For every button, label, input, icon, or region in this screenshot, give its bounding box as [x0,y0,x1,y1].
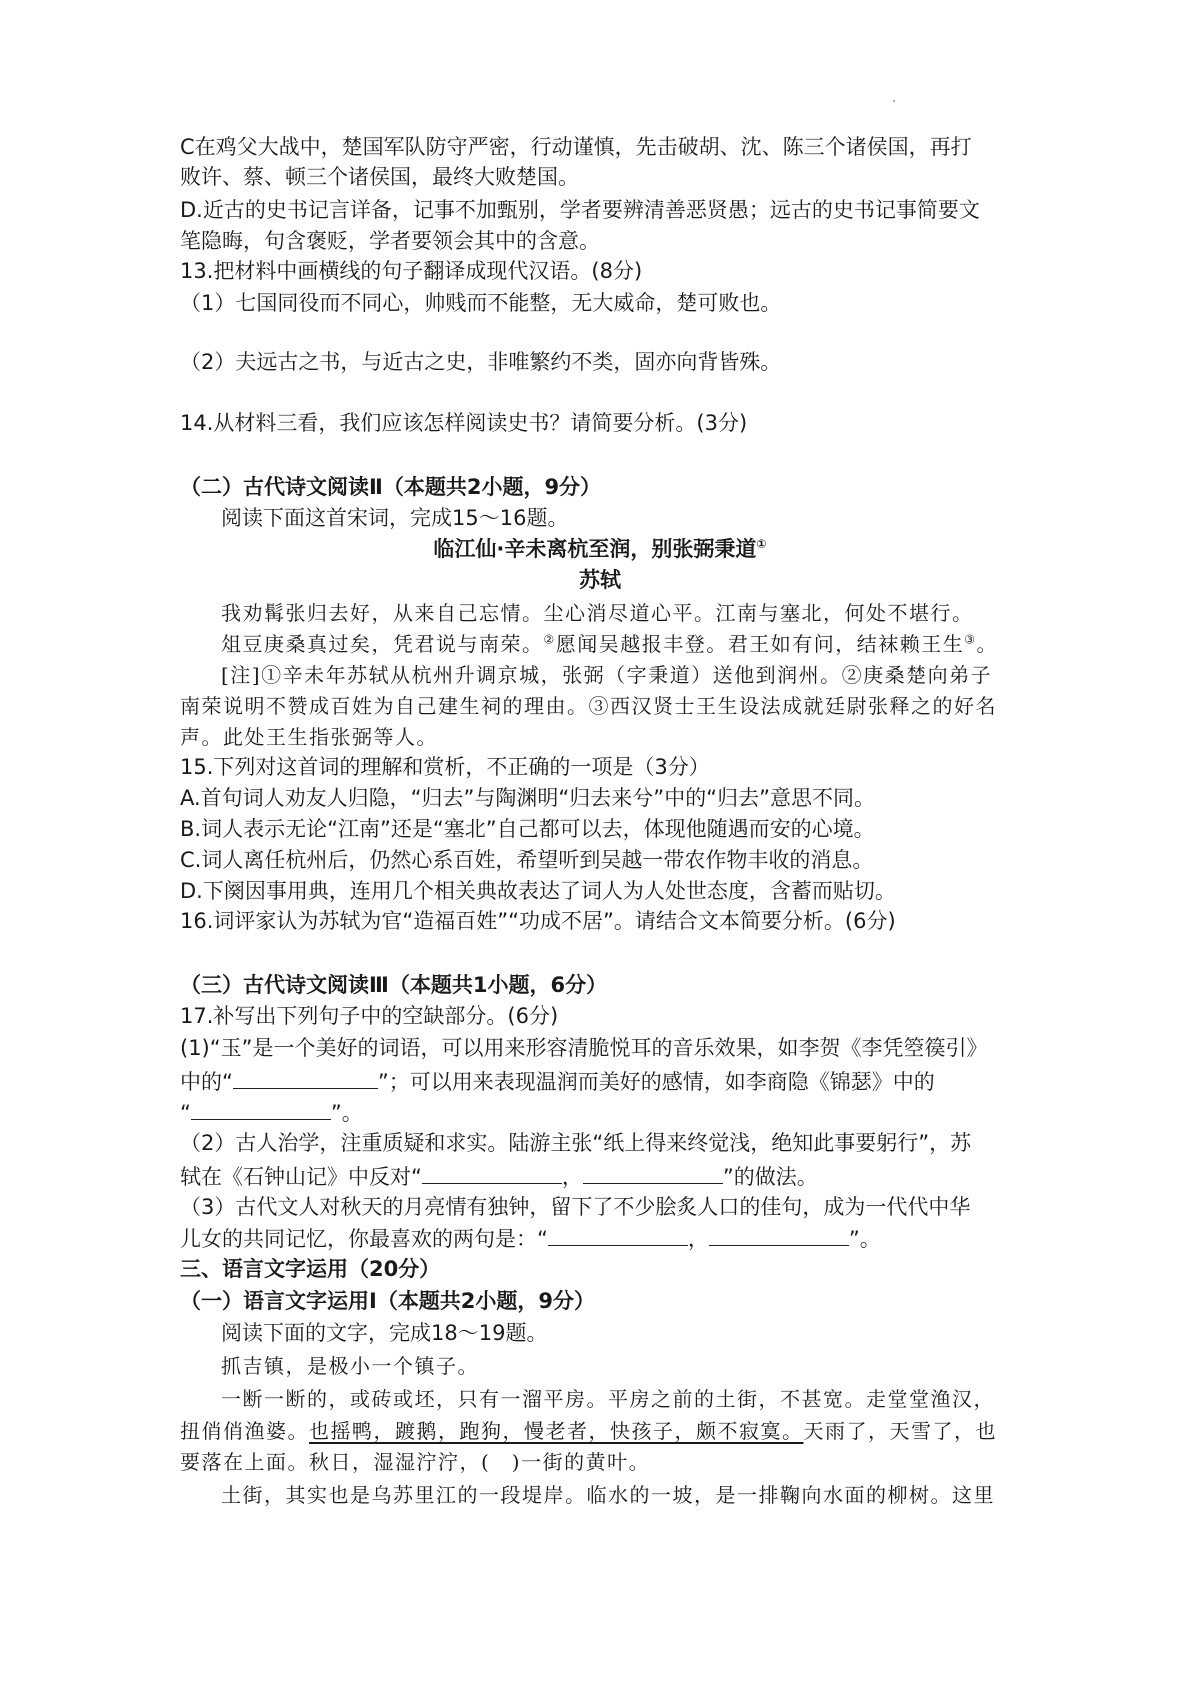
question-15-option-b: B.词人表示无论“江南”还是“塞北”自己都可以去，体现他随遇而安的心境。 [180,817,875,841]
poem-note-mark-2: ② [543,632,556,647]
answer-blank-6[interactable] [709,1223,849,1246]
question-17-item-2-line-2 [180,1161,818,1192]
question-13-sentence-2: （2）夫远古之书，与近古之史，非唯繁约不类，固亦向背皆殊。 [180,350,782,374]
poem-title-note-mark: ① [756,537,767,551]
question-14: 14.从材料三看，我们应该怎样阅读史书？请简要分析。(3分) [180,411,748,435]
poem-author: 苏轼 [579,568,621,592]
question-13-sentence-1: （1）七国同役而不同心，帅贱而不能整，无大威命，楚可败也。 [180,291,782,315]
reading-para-2-line-1: 一断一断的，或砖或坯，只有一溜平房。平房之前的土街，不甚宽。走堂堂渔汉， [221,1387,995,1411]
answer-blank-2[interactable] [191,1097,331,1120]
section-heading-2: （二）古代诗文阅读Ⅱ（本题共2小题，9分） [180,475,602,499]
answer-blank-3[interactable] [422,1161,562,1184]
text-fragment: ”；可以用来表现温润而美好的感情，如李商隐《锦瑟》中的 [377,1070,935,1094]
text-fragment: 儿女的共同记忆，你最喜欢的两句是：“ [180,1227,548,1251]
question-15: 15.下列对这首词的理解和赏析，不正确的一项是（3分） [180,755,710,779]
question-13: 13.把材料中画横线的句子翻译成现代汉语。(8分) [180,259,643,283]
text-fragment: ， [561,1165,583,1189]
poem-note-1: [注]①辛未年苏轼从杭州升调京城，张弼（字秉道）送他到润州。②庚桑楚向弟子 [221,663,993,687]
poem-title [0,534,1200,564]
poem-line-2-part-b: 愿闻吴越报丰登。君王如有问，结袜赖王生 [555,632,965,656]
question-17-item-1-line-1: (1)“玉”是一个美好的词语，可以用来形容清脆悦耳的音乐效果，如李贺《李凭箜篌引》 [180,1036,988,1060]
poem-line-1: 我劝髯张归去好，从来自己忘情。尘心消尽道心平。江南与塞北，何处不堪行。 [221,601,974,625]
question-16: 16.词评家认为苏轼为官“造福百姓”“功成不居”。请结合文本简要分析。(6分) [180,909,896,933]
question-17-item-3-line-1: （3）古代文人对秋天的月亮情有独钟，留下了不少脍炙人口的佳句，成为一代代中华 [180,1195,971,1219]
answer-blank-1[interactable] [233,1066,378,1089]
reading-instruction: 阅读下面的文字，完成18～19题。 [221,1321,548,1345]
answer-blank-5[interactable] [548,1223,688,1246]
poem-note-mark-3: ③ [964,632,977,647]
question-15-option-c: C.词人离任杭州后，仍然心系百姓，希望听到吴越一带农作物丰收的消息。 [180,848,874,872]
section-heading-language-1: （一）语言文字运用Ⅰ（本题共2小题，9分） [180,1289,596,1313]
text-fragment: 中的“ [180,1070,233,1094]
question-15-option-a: A.首句词人劝友人归隐，“归去”与陶渊明“归去来兮”中的“归去”意思不同。 [180,786,875,810]
question-17-item-1-line-2 [180,1066,935,1097]
section-heading-3: （三）古代诗文阅读Ⅲ（本题共1小题，6分） [180,973,608,997]
poem-note-3: 声。此处王生指张弼等人。 [180,725,438,749]
question-17-item-1-line-3 [180,1097,363,1128]
reading-para-1: 抓吉镇，是极小一个镇子。 [221,1354,479,1378]
option-d-line-1: D.近古的史书记言详备，记事不加甄别，学者要辨清善恶贤愚；远古的史书记事简要文 [180,198,980,222]
text-fragment: ”。 [848,1227,881,1251]
option-d-line-2: 笔隐晦，句含褒贬，学者要领会其中的含意。 [180,229,600,253]
scan-speck [893,100,895,102]
poem-title-text: 临江仙·辛未离杭至润，别张弼秉道 [433,537,757,561]
text-fragment: ， [687,1227,709,1251]
poem-line-2 [221,629,998,659]
question-17: 17.补写出下列句子中的空缺部分。(6分) [180,1004,559,1028]
poem-line-2-part-a: 俎豆庚桑真过矣，凭君说与南荣。 [221,632,544,656]
part-heading-3: 三、语言文字运用（20分） [180,1257,441,1281]
reading-para-2-line-2 [180,1416,997,1446]
reading-para-3-line-1: 土街，其实也是乌苏里江的一段堤岸。临水的一坡，是一排鞠向水面的柳树。这里 [221,1483,995,1507]
text-fragment: ”的做法。 [722,1165,818,1189]
question-17-item-2-line-1: （2）古人治学，注重质疑和求实。陆游主张“纸上得来终觉浅，绝知此事要躬行”，苏 [180,1131,972,1155]
reading-para-2-line-3: 要落在上面。秋日，湿湿泞泞，( )一街的黄叶。 [180,1450,651,1474]
poem-instruction: 阅读下面这首宋词，完成15～16题。 [221,506,569,530]
text-fragment: “ [180,1101,191,1125]
text-fragment: 天雨了，天雪了，也 [803,1419,997,1443]
underlined-sentence: 也摇鸭，踱鹅，跑狗，慢老者，快孩子，颇不寂寞。 [309,1419,804,1443]
question-15-option-d: D.下阕因事用典，连用几个相关典故表达了词人为人处世态度，含蓄而贴切。 [180,879,896,903]
option-c-line-2: 败许、蔡、顿三个诸侯国，最终大败楚国。 [180,165,579,189]
answer-blank-4[interactable] [583,1161,723,1184]
text-fragment: ”。 [330,1101,363,1125]
option-c-line-1: C在鸡父大战中，楚国军队防守严密，行动谨慎，先击破胡、沈、陈三个诸侯国，再打 [180,135,972,159]
question-17-item-3-line-2 [180,1223,881,1254]
text-fragment: 扭俏俏渔婆。 [180,1419,309,1443]
poem-line-2-end: 。 [976,632,999,656]
text-fragment: 轼在《石钟山记》中反对“ [180,1165,422,1189]
poem-note-2: 南荣说明不赞成百姓为自己建生祠的理由。③西汉贤士王生设法成就廷尉张释之的好名 [180,694,997,718]
